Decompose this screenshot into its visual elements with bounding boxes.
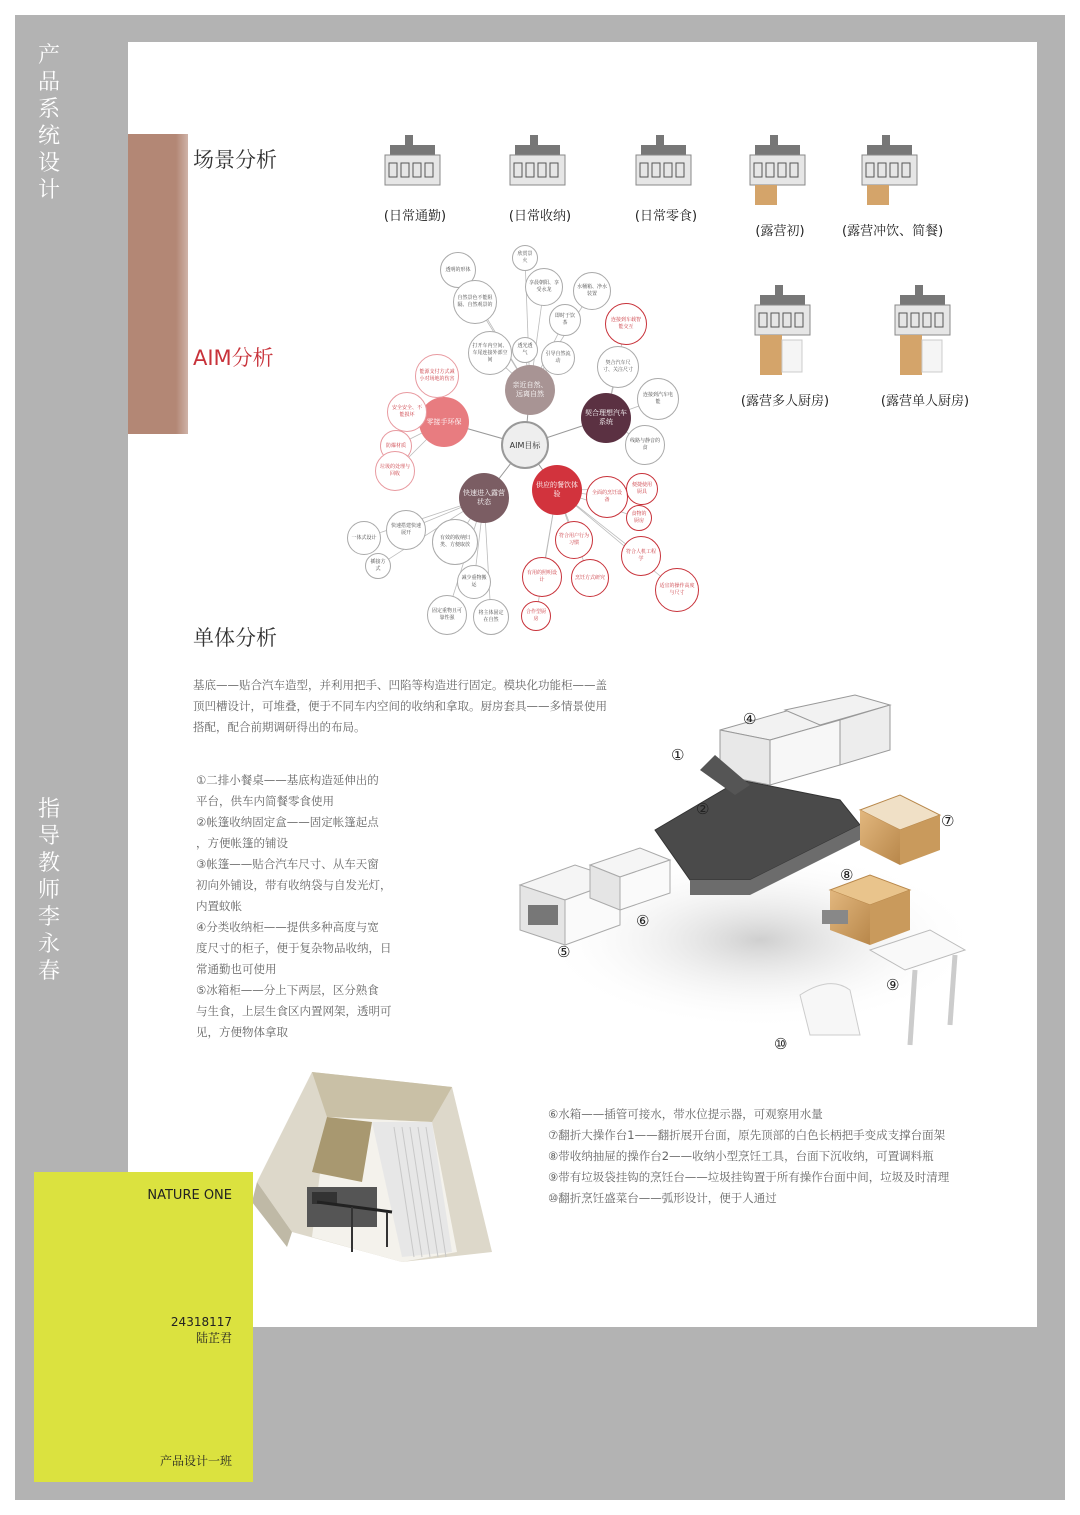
vertical-char: 设: [37, 151, 60, 176]
mindmap-node: 契合汽车尺寸、关注尺寸: [597, 346, 639, 388]
component-line: 度尺寸的柜子，便于复杂物品收纳，日: [196, 941, 392, 955]
mindmap-node: 欣赏景火: [512, 245, 538, 271]
scene-illustration: [490, 135, 590, 195]
scene-label: (日常通勤): [383, 209, 447, 224]
mindmap-node: 即时于饮茶: [549, 304, 581, 336]
vertical-char: 统: [37, 124, 60, 149]
section-title-scene: 场景分析: [193, 148, 277, 172]
vertical-title-top: [32, 42, 66, 204]
mindmap-node: 自然景色不能阻隔、自然观景的: [453, 280, 497, 324]
mindmap-node: 连接到车载智能交互: [605, 303, 647, 345]
vertical-char: 导: [37, 824, 60, 849]
mindmap-node: 连接到汽车电能: [637, 378, 679, 420]
scene-item: [842, 135, 942, 239]
mindmap-node: 将主体固定在自然: [473, 599, 509, 635]
vertical-char: 品: [37, 70, 60, 95]
callout-10: ⑩: [774, 1035, 788, 1053]
component-line: 与生食，上层生食区内置网架，透明可: [196, 1004, 392, 1018]
component-line: ⑩翻折烹饪盛菜台——弧形设计，便于人通过: [548, 1191, 777, 1205]
callout-1: ①: [671, 746, 685, 764]
mindmap-node: 有用的照明设计: [522, 557, 562, 597]
mindmap-node: 垃圾的处理与回收: [375, 451, 415, 491]
exploded-product-illustration: [500, 690, 980, 1070]
student-name: 陆芷君: [195, 1331, 232, 1345]
scene-label: (露营单人厨房): [880, 394, 970, 409]
vertical-char: 李: [37, 905, 60, 930]
callout-7: ⑦: [941, 812, 955, 830]
scene-illustration: [730, 135, 830, 210]
component-line: ①二排小餐桌——基底构造延伸出的: [196, 773, 379, 787]
scene-item: [365, 135, 465, 224]
vertical-title-bottom: [32, 796, 66, 985]
scene-illustration: [365, 135, 465, 195]
mindmap-node: 符合人机工程学: [621, 536, 661, 576]
mindmap-node: 烹饪方式研究: [571, 559, 609, 597]
scene-item: [616, 135, 716, 224]
scene-item: [730, 135, 830, 239]
scene-item: [490, 135, 590, 224]
mindmap-hub: 契合理想汽车系统: [581, 393, 631, 443]
vertical-char: 永: [37, 932, 60, 957]
vertical-char: 系: [37, 97, 60, 122]
mindmap-node: 插接方式: [365, 553, 391, 579]
callout-4: ④: [743, 710, 757, 728]
component-line: 平台，供车内简餐零食使用: [196, 794, 334, 808]
component-line: ⑥水箱——插管可接水，带水位提示器，可观察用水量: [548, 1107, 823, 1121]
scene-label: (日常收纳): [508, 209, 572, 224]
section-title-aim: AIM分析: [193, 346, 274, 370]
vertical-char: 师: [37, 878, 60, 903]
component-line: ③帐篷——贴合汽车尺寸、从车天窗: [196, 857, 379, 871]
callout-9: ⑨: [886, 976, 900, 994]
mindmap-node: 线路与静音的食: [625, 425, 665, 465]
section-title-unit: 单体分析: [193, 626, 277, 650]
mindmap-node: 一体式设计: [347, 521, 381, 555]
mindmap-node: 安全安全、不能损坏: [387, 392, 427, 432]
scene-label: (日常零食): [634, 209, 698, 224]
scene-label: (露营初): [755, 224, 805, 239]
component-list-left: [196, 770, 392, 1043]
scene-item: [735, 285, 835, 409]
callout-8: ⑧: [840, 866, 854, 884]
component-line: 见，方便物体拿取: [196, 1025, 288, 1039]
component-line: ⑦翻折大操作台1——翻折展开台面，原先顶部的白色长柄把手变成支撑台面架: [548, 1128, 946, 1142]
mindmap-node: 食物的厨房: [626, 505, 652, 531]
mindmap-node: 符合用户行为习惯: [555, 521, 593, 559]
scene-illustration: [735, 285, 835, 380]
unit-description: 基底——贴合汽车造型，并利用把手、凹陷等构造进行固定。模块化功能柜——盖顶凹槽设计，可堆叠，便于不同车内空间的收纳和拿取。厨房套具——多情景使用搭配，配合前期调研得出的布局。: [193, 678, 607, 734]
vertical-char: 春: [37, 959, 60, 984]
mindmap-node: 减少重物搬运: [457, 565, 491, 599]
vertical-char: 指: [37, 797, 60, 822]
vertical-char: 教: [37, 851, 60, 876]
component-line: ，方便帐篷的铺设: [196, 836, 288, 850]
component-list-right: [548, 1104, 949, 1209]
mindmap-node: 引导自然流动: [541, 341, 575, 375]
component-line: ⑨带有垃圾袋挂钩的烹饪台——垃圾挂钩置于所有操作台面中间，垃圾及时清理: [548, 1170, 950, 1184]
scene-label: (露营多人厨房): [740, 394, 830, 409]
student-card: [34, 1172, 253, 1482]
mindmap-node: 快速搭建快速展开: [386, 510, 426, 550]
mindmap-node: 打开车内空间、车尾连接外部空间: [468, 331, 512, 375]
callout-6: ⑥: [636, 912, 650, 930]
mindmap-node: 透明的形体: [440, 252, 476, 288]
mindmap-hub: 亲近自然、 远离自然: [505, 365, 555, 415]
project-title: NATURE ONE: [147, 1188, 232, 1203]
mindmap-center: AIM目标: [501, 421, 549, 469]
component-line: ②帐篷收纳固定盒——固定帐篷起点: [196, 815, 379, 829]
vertical-char: 产: [37, 43, 60, 68]
student-info: [171, 1314, 232, 1346]
mindmap-node: 享晨朝阳、享受水龙: [525, 268, 563, 306]
mindmap-node: 有效的收纳归类、方便取放: [432, 519, 478, 565]
component-line: 初向外铺设，带有收纳袋与自发光灯，: [196, 878, 392, 892]
accent-bar: [128, 134, 188, 434]
component-line: ⑧带收纳抽屉的操作台2——收纳小型烹饪工具，台面下沉收纳，可置调料瓶: [548, 1149, 934, 1163]
scene-label: (露营冲饮、简餐): [842, 224, 944, 239]
vertical-char: 计: [37, 178, 60, 203]
mindmap-node: 适宜的操作高度与尺寸: [655, 568, 699, 612]
component-line: 常通勤也可使用: [196, 962, 277, 976]
mindmap-hub: 供应的餐饮体验: [532, 465, 582, 515]
tent-illustration: [252, 1062, 502, 1272]
mindmap-node: 水桶箱、净水装置: [573, 272, 611, 310]
mindmap-hub: 快速进入露营状态: [459, 473, 509, 523]
mindmap-node: 能源支付方式减小对场地的伤害: [415, 354, 459, 398]
class-name: 产品设计一班: [159, 1454, 232, 1468]
scene-illustration: [616, 135, 716, 195]
callout-2: ②: [696, 800, 710, 818]
student-id: 24318117: [170, 1315, 232, 1329]
component-line: ⑤冰箱柜——分上下两层，区分熟食: [196, 983, 379, 997]
mindmap-node: 全面的烹饪设备: [586, 476, 628, 518]
scene-illustration: [875, 285, 975, 380]
scene-item: [875, 285, 975, 409]
callout-5: ⑤: [557, 943, 571, 961]
mindmap-node: 合作型厨房: [521, 601, 551, 631]
mindmap-node: 固定重物且可靠性强: [427, 595, 467, 635]
mindmap-hub: 零接手环保: [419, 397, 469, 447]
mindmap-node: 防爆材质: [380, 430, 412, 462]
scene-illustration: [842, 135, 942, 210]
component-line: ④分类收纳柜——提供多种高度与宽: [196, 920, 379, 934]
mindmap-node: 透光透气: [512, 337, 538, 363]
mindmap-node: 便捷使用厨具: [626, 473, 658, 505]
component-line: 内置蚊帐: [196, 899, 242, 913]
